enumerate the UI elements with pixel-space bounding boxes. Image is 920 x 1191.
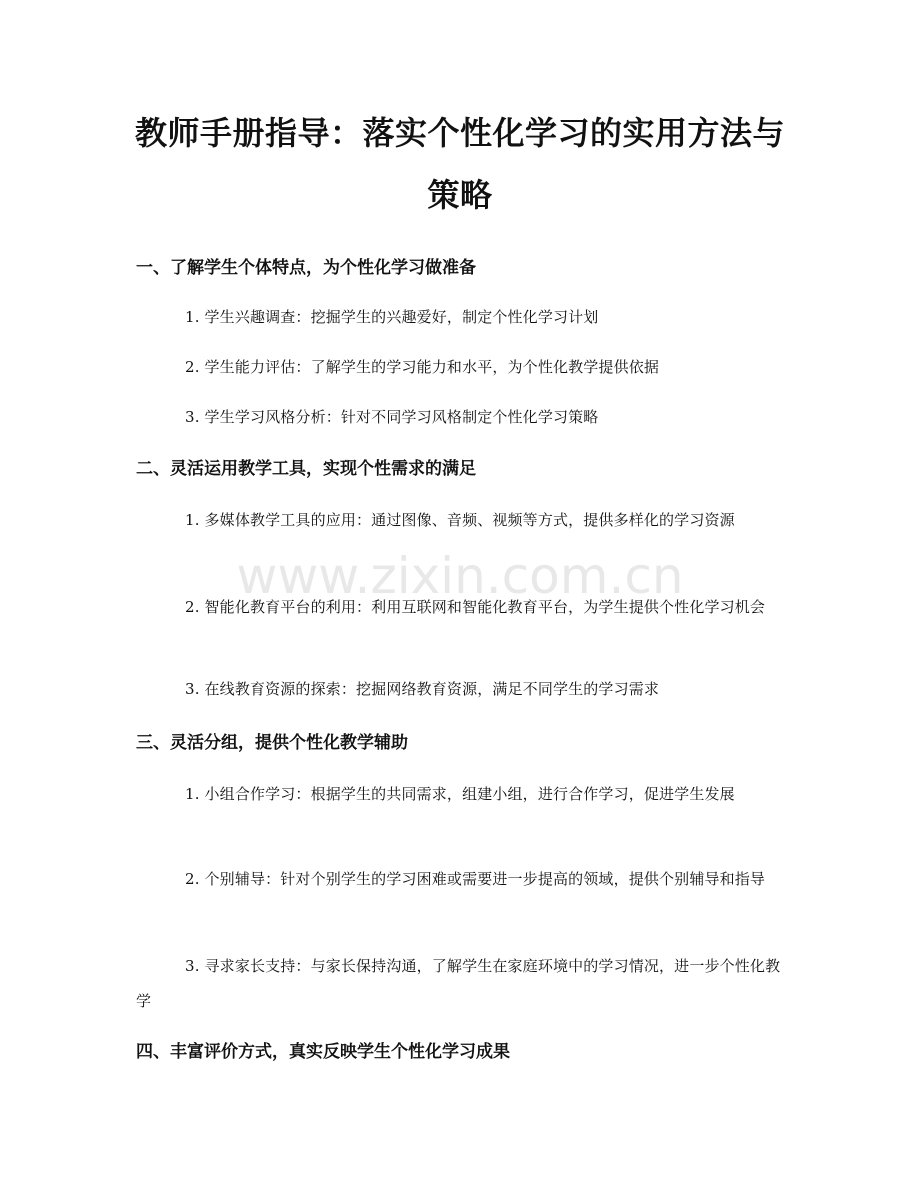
- list-item: 2. 学生能力评估：了解学生的学习能力和水平，为个性化教学提供依据: [185, 358, 660, 376]
- list-item: 3. 在线教育资源的探索：挖掘网络教育资源，满足不同学生的学习需求: [185, 680, 660, 698]
- list-item: 1. 小组合作学习：根据学生的共同需求，组建小组，进行合作学习，促进学生发展: [185, 785, 735, 803]
- section-heading-4: 四、丰富评价方式，真实反映学生个性化学习成果: [136, 1042, 510, 1062]
- list-item: 3. 学生学习风格分析：针对不同学习风格制定个性化学习策略: [185, 408, 599, 426]
- list-item: 3. 寻求家长支持：与家长保持沟通，了解学生在家庭环境中的学习情况，进一步个性化教学: [136, 957, 781, 1010]
- section-heading-2: 二、灵活运用教学工具，实现个性需求的满足: [136, 459, 476, 479]
- list-item: 2. 智能化教育平台的利用：利用互联网和智能化教育平台，为学生提供个性化学习机会: [185, 598, 766, 616]
- section-heading-1: 一、了解学生个体特点，为个性化学习做准备: [136, 258, 476, 278]
- list-item: 1. 多媒体教学工具的应用：通过图像、音频、视频等方式，提供多样化的学习资源: [185, 511, 735, 529]
- list-item: 1. 学生兴趣调查：挖掘学生的兴趣爱好，制定个性化学习计划: [185, 308, 599, 326]
- document-title: 教师手册指导：落实个性化学习的实用方法与策略: [134, 114, 785, 214]
- watermark: www.zixin.com.cn: [236, 547, 684, 605]
- list-item: 2. 个别辅导：针对个别学生的学习困难或需要进一步提高的领域，提供个别辅导和指导: [185, 870, 766, 888]
- section-heading-3: 三、灵活分组，提供个性化教学辅助: [136, 733, 408, 753]
